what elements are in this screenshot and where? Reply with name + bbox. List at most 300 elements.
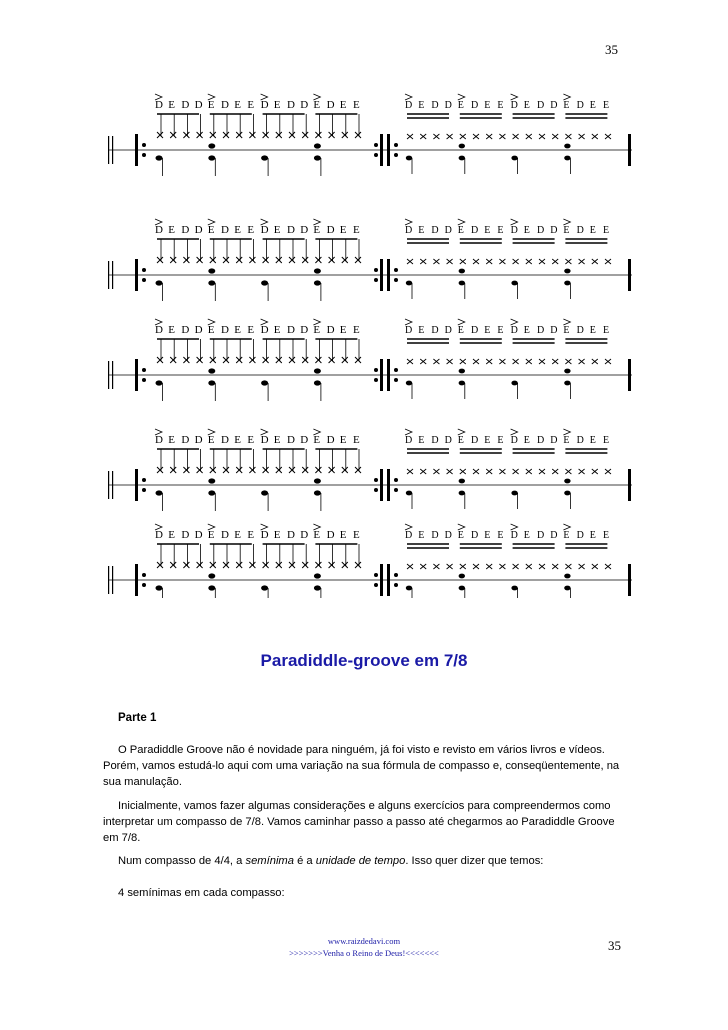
system-2-sticking-letter: D <box>537 225 545 236</box>
system-5-repeat-bar <box>135 564 138 596</box>
p3-emphasis-seminima: semínima <box>245 855 294 867</box>
system-3-bass-note <box>406 381 412 386</box>
system-5-sticking-letter: D <box>405 530 413 541</box>
system-2-hihat-note <box>579 259 585 264</box>
system-2-bass-note <box>564 281 570 286</box>
system-1-sticking-letter: E <box>589 100 596 111</box>
system-4-bass-note <box>156 490 163 495</box>
system-1-hihat-note <box>473 134 479 139</box>
system-4-hihat-note <box>289 467 295 473</box>
system-4-repeat-dot <box>394 488 398 492</box>
system-5-hihat-note <box>249 562 255 568</box>
system-2-sticking-letter: E <box>603 225 610 236</box>
system-2-hihat-note <box>605 259 611 264</box>
system-1-sticking-letter: D <box>300 99 309 111</box>
system-3-hihat-note <box>315 357 321 363</box>
system-3-hihat-note <box>302 357 308 363</box>
system-5-hihat-note <box>197 562 203 568</box>
system-4-hihat-note <box>183 467 189 473</box>
system-1-hihat-note <box>433 134 439 139</box>
system-5-hihat-note <box>552 564 558 569</box>
system-4-sticking-letter: E <box>273 434 281 446</box>
system-4-hihat-note <box>473 469 479 474</box>
system-1-sticking-letter: D <box>444 100 452 111</box>
system-5-hihat-note <box>433 564 439 569</box>
system-5-sticking-letter: D <box>550 530 558 541</box>
system-5-sticking-letter: E <box>484 530 491 541</box>
system-1-sticking-letter: D <box>431 100 439 111</box>
system-2-hihat-note <box>276 257 282 263</box>
system-5-sticking-letter: E <box>603 530 610 541</box>
system-3-hihat-note <box>276 357 282 363</box>
system-1-hihat-note <box>552 134 558 139</box>
system-4-bass-note <box>511 491 517 496</box>
system-5-barline <box>108 566 109 594</box>
system-4-sticking-letter: E <box>484 435 491 446</box>
system-3-sticking-letter: D <box>405 325 413 336</box>
system-5-hihat-note <box>473 564 479 569</box>
system-3-sticking-letter: D <box>576 325 584 336</box>
system-3-repeat-bar <box>628 359 631 391</box>
system-3-bass-note <box>511 381 517 386</box>
system-2-bass-note <box>314 280 321 285</box>
system-5-hihat-note <box>447 564 453 569</box>
system-1-hihat-note <box>276 132 282 138</box>
system-1-hihat-note <box>302 132 308 138</box>
system-2-sticking-letter: D <box>181 224 190 236</box>
system-4-hihat-note <box>249 467 255 473</box>
system-3-sticking-letter: E <box>589 325 596 336</box>
system-2-sticking-letter: D <box>550 225 558 236</box>
system-3-sticking-letter: D <box>471 325 479 336</box>
system-3-repeat-dot <box>394 378 398 382</box>
system-5-hihat-note <box>236 562 242 568</box>
system-5-snare-note <box>564 574 570 579</box>
system-1-hihat-note <box>565 134 571 139</box>
system-1-sticking-letter: D <box>181 99 190 111</box>
system-5-hihat-note <box>592 564 598 569</box>
system-2-hihat-note <box>420 259 426 264</box>
system-4-sticking-letter: E <box>497 435 504 446</box>
system-5-sticking-letter: D <box>510 530 518 541</box>
system-3-hihat-note <box>473 359 479 364</box>
system-4-hihat-note <box>579 469 585 474</box>
system-2-hihat-note <box>249 257 255 263</box>
system-5-hihat-note <box>170 562 176 568</box>
footer-motto: >>>>>>>Venha o Reino de Deus!<<<<<<< <box>289 948 439 958</box>
system-5-bass-note <box>459 586 465 591</box>
system-4-sticking-letter: E <box>418 435 425 446</box>
system-4-repeat-dot <box>374 488 378 492</box>
system-5-hihat-note <box>223 562 229 568</box>
system-5-hihat-note <box>210 562 216 568</box>
system-5-hihat-note <box>276 562 282 568</box>
system-5-hihat-note <box>579 564 585 569</box>
system-3-sticking-letter: E <box>247 324 255 336</box>
system-1-repeat-dot <box>394 143 398 147</box>
system-1-hihat-note <box>315 132 321 138</box>
system-3-repeat-dot <box>374 368 378 372</box>
system-1-hihat-note <box>263 132 269 138</box>
system-4-hihat-note <box>486 469 492 474</box>
system-1-sticking-letter: E <box>273 99 281 111</box>
system-4-snare-note <box>459 479 465 484</box>
system-5-hihat-note <box>302 562 308 568</box>
system-3-repeat-dot <box>394 368 398 372</box>
system-5-sticking-letter: E <box>353 529 360 541</box>
system-3-sticking-letter: D <box>260 324 269 336</box>
system-2-repeat-dot <box>374 278 378 282</box>
system-4-hihat-note <box>170 467 176 473</box>
system-4-sticking-letter: D <box>287 434 295 446</box>
system-2-sticking-letter: D <box>431 225 439 236</box>
system-4-sticking-letter: E <box>234 434 241 446</box>
system-2-sticking-letter: D <box>326 224 335 236</box>
system-4-sticking-letter: D <box>537 435 545 446</box>
system-3-hihat-note <box>579 359 585 364</box>
system-2-bass-note <box>459 281 465 286</box>
system-4-sticking-letter: E <box>247 434 255 446</box>
system-4-sticking-letter: D <box>510 435 518 446</box>
system-4-sticking-letter: E <box>603 435 610 446</box>
system-2-hihat-note <box>183 257 189 263</box>
system-4-hihat-note <box>276 467 282 473</box>
drum-notation <box>100 78 640 598</box>
system-5-sticking-letter: E <box>589 530 596 541</box>
system-2-hihat-note <box>552 259 558 264</box>
system-3-sticking-letter: E <box>234 324 241 336</box>
system-4-hihat-note <box>513 469 519 474</box>
system-5-hihat-note <box>513 564 519 569</box>
system-3-hihat-note <box>565 359 571 364</box>
system-5-bass-note <box>314 585 321 590</box>
system-4-hihat-note <box>565 469 571 474</box>
system-4-repeat-dot <box>394 478 398 482</box>
system-2-sticking-letter: D <box>300 224 309 236</box>
system-1-bass-note <box>511 156 517 161</box>
system-2-sticking-letter: E <box>339 224 347 236</box>
system-1-hihat-note <box>407 134 413 139</box>
system-5-hihat-note <box>329 562 335 568</box>
system-1-sticking-letter: E <box>353 99 360 111</box>
system-4-bass-note <box>406 491 412 496</box>
system-3-sticking-letter: D <box>444 325 452 336</box>
system-1-sticking-letter: D <box>260 99 269 111</box>
system-2-sticking-letter: E <box>523 225 530 236</box>
system-5-bass-note <box>406 586 412 591</box>
system-3-hihat-note <box>329 357 335 363</box>
system-3-hihat-note <box>183 357 189 363</box>
system-5-hihat-note <box>183 562 189 568</box>
system-3-sticking-letter: D <box>510 325 518 336</box>
system-2-hihat-note <box>592 259 598 264</box>
system-4-hihat-note <box>223 467 229 473</box>
system-3-repeat-dot <box>142 368 146 372</box>
page-number-top: 35 <box>605 42 618 57</box>
system-5-hihat-note <box>486 564 492 569</box>
system-2-repeat-dot <box>394 268 398 272</box>
system-1-repeat-dot <box>142 153 146 157</box>
page-number-bottom: 35 <box>608 938 621 953</box>
system-3-sticking-letter: D <box>287 324 295 336</box>
system-3-hihat-note <box>433 359 439 364</box>
system-3-bass-note <box>208 380 215 385</box>
p3-text-a: Num compasso de 4/4, a <box>118 855 246 867</box>
system-4-hihat-note <box>210 467 216 473</box>
system-4-sticking-letter: E <box>168 434 175 446</box>
system-4-sticking-letter: E <box>563 435 570 446</box>
system-3-sticking-letter: E <box>168 324 175 336</box>
system-4-sticking-letter: D <box>260 434 269 446</box>
system-1-barline <box>108 136 109 164</box>
section-title: Paradiddle-groove em 7/8 <box>260 651 468 670</box>
system-1-hihat-note <box>513 134 519 139</box>
system-2-snare-note <box>314 268 321 273</box>
system-3-sticking-letter: E <box>207 324 215 336</box>
system-4-sticking-letter: D <box>155 434 163 446</box>
system-2-barline <box>112 261 113 289</box>
system-5-snare-note <box>459 574 465 579</box>
system-1-hihat-note <box>539 134 545 139</box>
system-2-hihat-note <box>263 257 269 263</box>
system-4-hihat-note <box>315 467 321 473</box>
system-2-bass-note <box>208 280 215 285</box>
system-2-sticking-letter: E <box>234 224 241 236</box>
system-4-hihat-note <box>499 469 505 474</box>
system-5-sticking-letter: E <box>418 530 425 541</box>
system-2-sticking-letter: D <box>221 224 229 236</box>
system-3-hihat-note <box>249 357 255 363</box>
system-1-barline <box>112 136 113 164</box>
system-4-sticking-letter: E <box>313 434 321 446</box>
system-1-bass-note <box>314 155 321 160</box>
system-1-hihat-note <box>499 134 505 139</box>
system-1-sticking-letter: E <box>497 100 504 111</box>
system-4-sticking-letter: D <box>221 434 229 446</box>
system-1-hihat-note <box>210 132 216 138</box>
system-5-hihat-note <box>355 562 361 568</box>
system-3-sticking-letter: E <box>353 324 360 336</box>
system-5-barline <box>112 566 113 594</box>
system-1-hihat-note <box>447 134 453 139</box>
system-3-bass-note <box>564 381 570 386</box>
system-2-sticking-letter: E <box>353 224 360 236</box>
system-1-snare-note <box>208 143 215 148</box>
system-5-bass-note <box>511 586 517 591</box>
system-1-bass-note <box>261 155 268 160</box>
system-2-repeat-dot <box>142 268 146 272</box>
system-4-sticking-letter: D <box>300 434 309 446</box>
system-3-repeat-dot <box>374 378 378 382</box>
system-2-hihat-note <box>329 257 335 263</box>
system-1-sticking-letter: E <box>313 99 321 111</box>
system-5-hihat-note <box>420 564 426 569</box>
system-2-hihat-note <box>486 259 492 264</box>
system-2-sticking-letter: D <box>405 225 413 236</box>
system-5-sticking-letter: E <box>207 529 215 541</box>
paragraph-four-seminimas: 4 semínimas em cada compasso: <box>118 887 285 899</box>
system-2-sticking-letter: E <box>457 225 464 236</box>
system-5-bass-note <box>156 585 163 590</box>
system-5-sticking-letter: E <box>563 530 570 541</box>
system-2-sticking-letter: E <box>313 224 321 236</box>
system-3-hihat-note <box>499 359 505 364</box>
system-3-sticking-letter: D <box>550 325 558 336</box>
system-5-hihat-note <box>157 562 163 568</box>
system-1-sticking-letter: D <box>221 99 229 111</box>
system-1-sticking-letter: D <box>550 100 558 111</box>
system-2-hihat-note <box>539 259 545 264</box>
system-2-hihat-note <box>513 259 519 264</box>
footer-site: www.raizdedavi.com <box>327 936 401 946</box>
system-4-repeat-dot <box>374 478 378 482</box>
system-2-hihat-note <box>197 257 203 263</box>
system-2-hihat-note <box>302 257 308 263</box>
system-2-sticking-letter: D <box>510 225 518 236</box>
system-4-sticking-letter: D <box>405 435 413 446</box>
system-1-hihat-note <box>197 132 203 138</box>
system-3-snare-note <box>208 368 215 373</box>
system-3-sticking-letter: E <box>418 325 425 336</box>
system-4-hihat-note <box>157 467 163 473</box>
system-4-snare-note <box>564 479 570 484</box>
system-3-sticking-letter: D <box>221 324 229 336</box>
system-4-bass-note <box>564 491 570 496</box>
system-4-sticking-letter: E <box>457 435 464 446</box>
system-5-sticking-letter: E <box>339 529 347 541</box>
system-2-hihat-note <box>565 259 571 264</box>
system-2-snare-note <box>459 269 465 274</box>
system-4-hihat-note <box>447 469 453 474</box>
system-4-barline <box>112 471 113 499</box>
system-4-repeat-bar <box>628 469 631 501</box>
system-2-repeat-dot <box>374 268 378 272</box>
system-1-snare-note <box>314 143 321 148</box>
system-1-sticking-letter: E <box>484 100 491 111</box>
system-1-sticking-letter: E <box>207 99 215 111</box>
system-3-bass-note <box>314 380 321 385</box>
system-4-barline <box>108 471 109 499</box>
system-2-bass-note <box>406 281 412 286</box>
system-1-sticking-letter: E <box>168 99 175 111</box>
system-1-snare-note <box>564 144 570 149</box>
system-4-hihat-note <box>433 469 439 474</box>
system-5-hihat-note <box>460 564 466 569</box>
system-3-repeat-dot <box>142 378 146 382</box>
system-2-sticking-letter: D <box>287 224 295 236</box>
system-4-sticking-letter: D <box>431 435 439 446</box>
system-5-repeat-dot <box>394 573 398 577</box>
system-3-repeat-bar <box>380 359 383 391</box>
system-4-repeat-dot <box>142 488 146 492</box>
system-4-repeat-bar <box>380 469 383 501</box>
system-5-repeat-dot <box>394 583 398 587</box>
system-5-hihat-note <box>407 564 413 569</box>
system-3-hihat-note <box>263 357 269 363</box>
system-2-hihat-note <box>499 259 505 264</box>
system-4-bass-note <box>261 490 268 495</box>
system-5-repeat-bar <box>380 564 383 596</box>
system-2-repeat-bar <box>380 259 383 291</box>
system-1-hihat-note <box>223 132 229 138</box>
system-1-hihat-note <box>342 132 348 138</box>
system-3-repeat-bar <box>387 359 390 391</box>
p3-emphasis-unidade: unidade de tempo <box>315 855 406 867</box>
system-1-snare-note <box>459 144 465 149</box>
system-3-snare-note <box>314 368 321 373</box>
system-1-hihat-note <box>329 132 335 138</box>
system-5-sticking-letter: E <box>247 529 255 541</box>
system-2-hihat-note <box>236 257 242 263</box>
system-1-sticking-letter: D <box>287 99 295 111</box>
system-1-repeat-bar <box>380 134 383 166</box>
part-label: Parte 1 <box>118 712 157 724</box>
system-1-hihat-note <box>579 134 585 139</box>
system-3-hihat-note <box>513 359 519 364</box>
system-5-sticking-letter: D <box>260 529 269 541</box>
system-2-sticking-letter: E <box>484 225 491 236</box>
system-2-hihat-note <box>526 259 532 264</box>
system-1-sticking-letter: D <box>576 100 584 111</box>
system-4-repeat-bar <box>135 469 138 501</box>
system-3-hihat-note <box>539 359 545 364</box>
system-1-sticking-letter: D <box>471 100 479 111</box>
system-5-repeat-dot <box>374 583 378 587</box>
system-2-sticking-letter: D <box>576 225 584 236</box>
system-2-hihat-note <box>473 259 479 264</box>
system-5-sticking-letter: D <box>444 530 452 541</box>
system-5-hihat-note <box>342 562 348 568</box>
system-3-hihat-note <box>210 357 216 363</box>
system-2-sticking-letter: E <box>273 224 281 236</box>
system-5-hihat-note <box>565 564 571 569</box>
system-3-snare-note <box>564 369 570 374</box>
system-1-bass-note <box>406 156 412 161</box>
system-2-sticking-letter: D <box>194 224 203 236</box>
system-1-bass-note <box>208 155 215 160</box>
system-3-sticking-letter: D <box>194 324 203 336</box>
system-1-bass-note <box>564 156 570 161</box>
system-2-repeat-bar <box>135 259 138 291</box>
system-2-sticking-letter: D <box>260 224 269 236</box>
system-4-hihat-note <box>355 467 361 473</box>
system-3-bass-note <box>156 380 163 385</box>
system-5-sticking-letter: D <box>287 529 295 541</box>
system-4-hihat-note <box>197 467 203 473</box>
system-4-hihat-note <box>552 469 558 474</box>
system-4-hihat-note <box>407 469 413 474</box>
system-4-hihat-note <box>420 469 426 474</box>
system-1-hihat-note <box>249 132 255 138</box>
system-1-sticking-letter: E <box>339 99 347 111</box>
system-2-sticking-letter: E <box>589 225 596 236</box>
paragraph-unit-of-time <box>103 853 628 869</box>
system-4-bass-note <box>459 491 465 496</box>
system-5-sticking-letter: E <box>313 529 321 541</box>
system-1-hihat-note <box>420 134 426 139</box>
system-3-hihat-note <box>355 357 361 363</box>
system-3-barline <box>112 361 113 389</box>
system-4-sticking-letter: D <box>550 435 558 446</box>
system-4-sticking-letter: E <box>339 434 347 446</box>
system-1-hihat-note <box>355 132 361 138</box>
system-5-sticking-letter: D <box>326 529 335 541</box>
system-1-hihat-note <box>183 132 189 138</box>
system-3-sticking-letter: E <box>497 325 504 336</box>
system-1-hihat-note <box>486 134 492 139</box>
system-5-hihat-note <box>605 564 611 569</box>
system-3-bass-note <box>459 381 465 386</box>
